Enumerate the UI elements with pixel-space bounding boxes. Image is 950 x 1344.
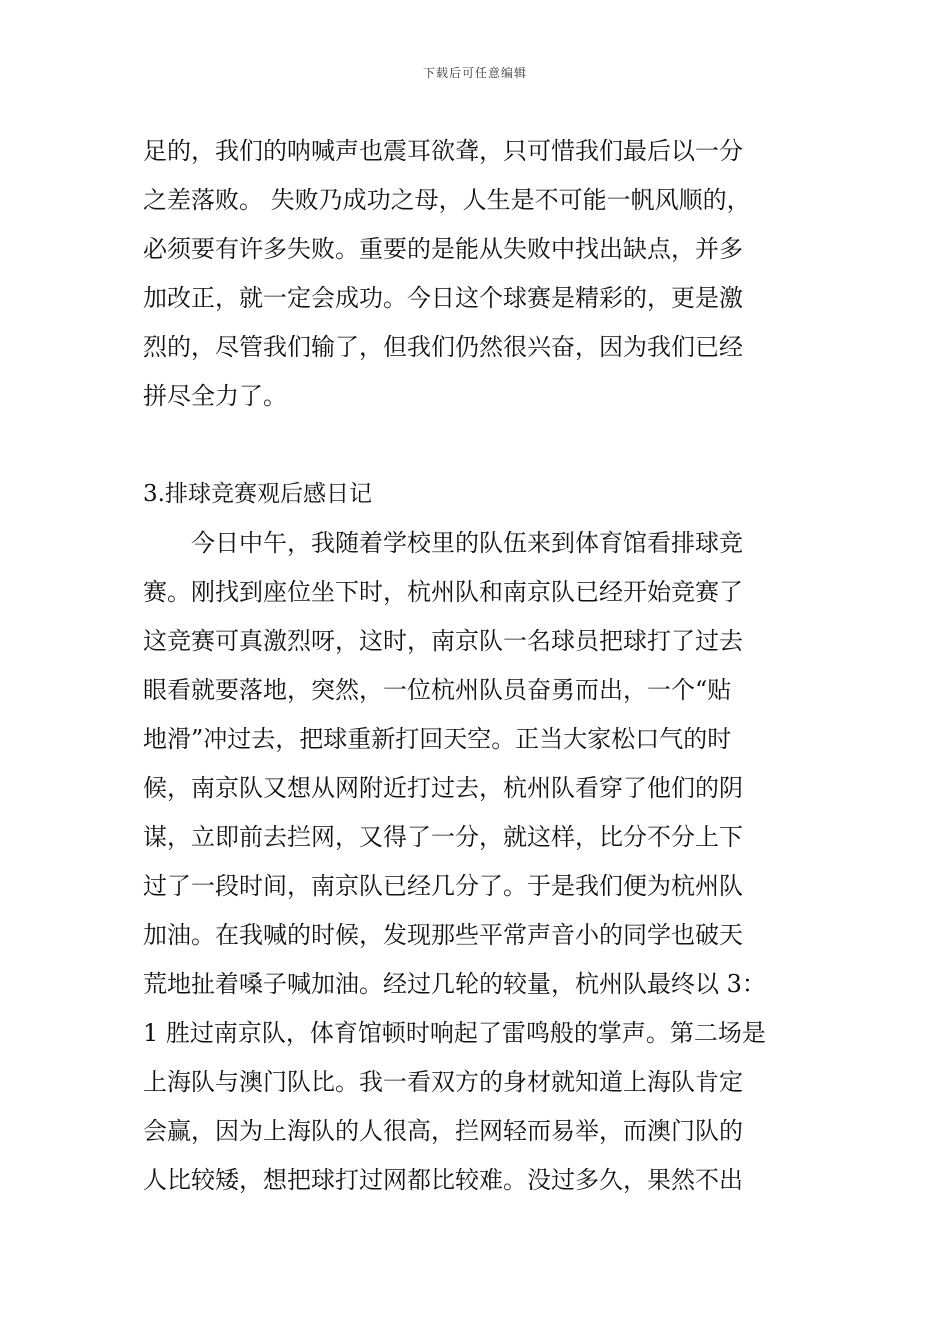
text-line: 加油。在我喊的时候，发现那些平常声音小的同学也破天 bbox=[143, 921, 743, 949]
text-line: 候，南京队又想从网附近打过去，杭州队看穿了他们的阴 bbox=[143, 774, 743, 802]
text-line: 会赢，因为上海队的人很高，拦网轻而易举，而澳门队的 bbox=[143, 1117, 743, 1145]
text-line: 1 胜过南京队，体育馆顿时响起了雷鸣般的掌声。第二场是 bbox=[143, 1019, 766, 1047]
text-line: 荒地扯着嗓子喊加油。经过几轮的较量，杭州队最终以 3： bbox=[143, 970, 766, 998]
text-line: 眼看就要落地，突然，一位杭州队员奋勇而出，一个“贴 bbox=[143, 676, 732, 704]
text-line: 谋，立即前去拦网，又得了一分，就这样，比分不分上下 bbox=[143, 823, 743, 851]
section-3 bbox=[143, 470, 811, 1205]
text-line: 上海队与澳门队比。我一看双方的身材就知道上海队肯定 bbox=[143, 1068, 743, 1096]
section-heading: 3.排球竞赛观后感日记 bbox=[143, 481, 372, 507]
text-line: 过了一段时间，南京队已经几分了。于是我们便为杭州队 bbox=[143, 872, 743, 900]
text-line: 加改正，就一定会成功。今日这个球赛是精彩的，更是激 bbox=[143, 284, 743, 312]
text-line: 今日中午，我随着学校里的队伍来到体育馆看排球竞 bbox=[143, 529, 743, 557]
text-line: 足的，我们的呐喊声也震耳欲聋，只可惜我们最后以一分 bbox=[143, 137, 743, 165]
document-body bbox=[143, 127, 811, 1205]
text-line: 拼尽全力了。 bbox=[143, 382, 287, 410]
paragraph-spacer bbox=[143, 421, 811, 470]
paragraph-continuation bbox=[143, 127, 811, 421]
text-line: 人比较矮，想把球打过网都比较难。没过多久，果然不出 bbox=[143, 1166, 743, 1194]
page-header: 下载后可任意编辑 bbox=[422, 66, 527, 80]
text-line: 赛。刚找到座位坐下时，杭州队和南京队已经开始竞赛了 bbox=[143, 578, 743, 606]
text-line: 这竞赛可真激烈呀，这时，南京队一名球员把球打了过去 bbox=[143, 627, 743, 655]
text-line: 地滑”冲过去，把球重新打回天空。正当大家松口气的时 bbox=[143, 725, 732, 753]
text-line: 必须要有许多失败。重要的是能从失败中找出缺点，并多 bbox=[143, 235, 743, 263]
text-line: 之差落败。 失败乃成功之母，人生是不可能一帆风顺的， bbox=[143, 186, 751, 214]
text-line: 烈的，尽管我们输了，但我们仍然很兴奋，因为我们已经 bbox=[143, 333, 743, 361]
